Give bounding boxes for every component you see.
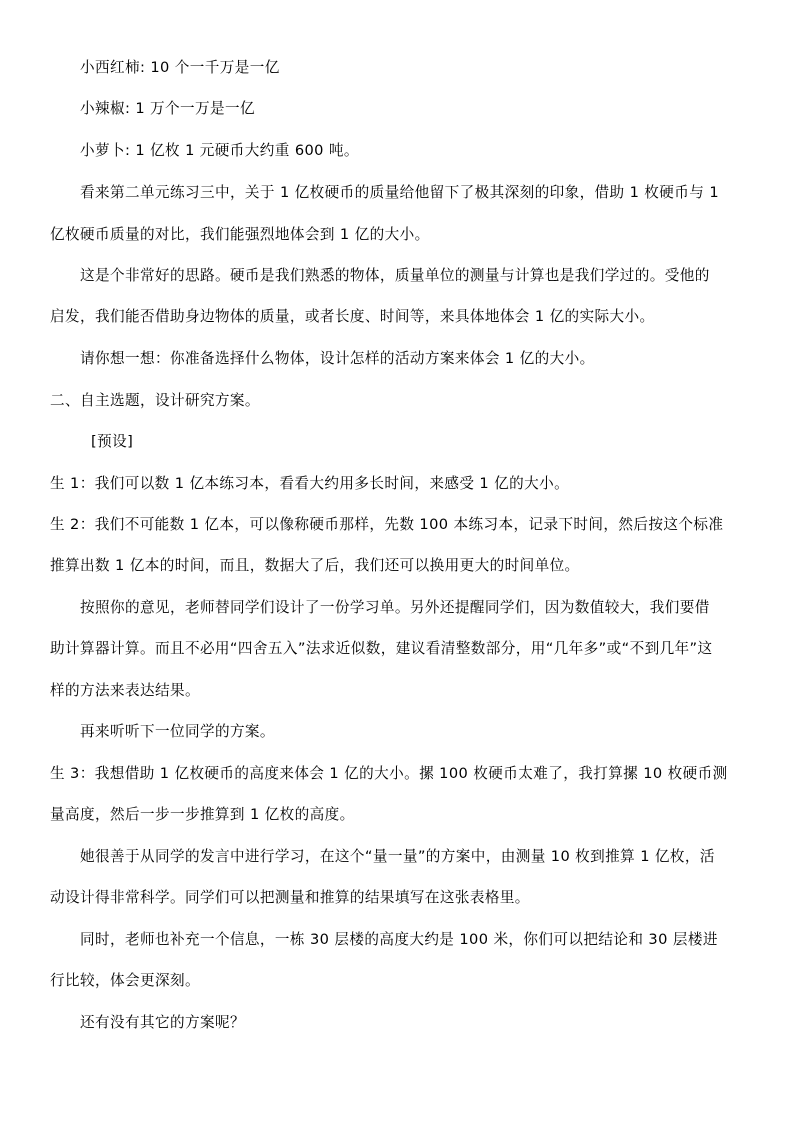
text-line: 亿枚硬币质量的对比，我们能强烈地体会到 1 亿的大小。 — [50, 226, 430, 243]
text-line: 行比较，体会更深刻。 — [50, 972, 200, 989]
text-line: 按照你的意见，老师替同学们设计了一份学习单。另外还提醒同学们，因为数值较大，我们要借 — [80, 599, 710, 616]
text-line: 小辣椒: 1 万个一万是一亿 — [80, 100, 256, 117]
text-line: 这是个非常好的思路。硬币是我们熟悉的物体，质量单位的测量与计算也是我们学过的。受他的 — [80, 267, 710, 284]
text-line: 生 1：我们可以数 1 亿本练习本，看看大约用多长时间，来感受 1 亿的大小。 — [50, 475, 570, 492]
text-line: 动设计得非常科学。同学们可以把测量和推算的结果填写在这张表格里。 — [50, 889, 530, 906]
text-line: 小西红柿: 10 个一千万是一亿 — [80, 59, 280, 76]
text-line: 生 3：我想借助 1 亿枚硬币的高度来体会 1 亿的大小。摞 100 枚硬币太难了，我打算摞 10 枚硬币测 — [50, 765, 728, 782]
preset-label: [预设] — [91, 433, 134, 450]
text-line: 助计算器计算。而且不必用“四舍五入”法求近似数，建议看清整数部分，用“几年多”或“不到几年”这 — [50, 640, 713, 657]
text-line: 小萝卜: 1 亿枚 1 元硬币大约重 600 吨。 — [80, 142, 359, 159]
text-line: 启发，我们能否借助身边物体的质量，或者长度、时间等，来具体地体会 1 亿的实际大小。 — [50, 308, 655, 325]
text-line: 量高度，然后一步一步推算到 1 亿枚的高度。 — [50, 806, 355, 823]
text-line: 推算出数 1 亿本的时间，而且，数据大了后，我们还可以换用更大的时间单位。 — [50, 557, 580, 574]
text-line: 还有没有其它的方案呢？ — [80, 1014, 245, 1031]
text-line: 请你想一想：你准备选择什么物体，设计怎样的活动方案来体会 1 亿的大小。 — [80, 350, 595, 367]
text-line: 样的方法来表达结果。 — [50, 682, 200, 699]
section-heading: 二、自主选题，设计研究方案。 — [50, 392, 260, 409]
text-line: 看来第二单元练习三中，关于 1 亿枚硬币的质量给他留下了极其深刻的印象，借助 1 枚硬币与 1 — [80, 184, 720, 201]
text-line: 生 2：我们不可能数 1 亿本，可以像称硬币那样，先数 100 本练习本，记录下时间，然后按这个标准 — [50, 516, 724, 533]
text-line: 她很善于从同学的发言中进行学习，在这个“量一量”的方案中，由测量 10 枚到推算 1 亿枚，活 — [80, 848, 715, 865]
text-line: 再来听听下一位同学的方案。 — [80, 723, 275, 740]
text-line: 同时，老师也补充一个信息，一栋 30 层楼的高度大约是 100 米，你们可以把结论和 30 层楼进 — [80, 931, 718, 948]
